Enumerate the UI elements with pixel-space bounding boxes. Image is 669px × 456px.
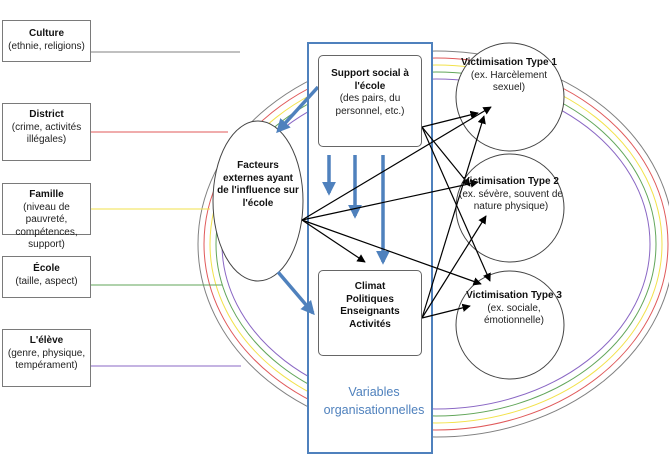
facteurs-text: Facteurs externes ayant de l'influence sur l'école [217,160,299,209]
famille-title: Famille [29,189,64,200]
district-title: District [29,109,64,120]
victimisation-1-label [457,57,561,95]
victimisation-2-detail: (ex. sévère, souvent de nature physique) [459,188,563,212]
culture-box [2,20,91,62]
climat-box [318,270,422,356]
enseignants-item: Enseignants [340,306,400,317]
famille-detail: (niveau de pauvreté, compétences, support) [15,201,78,250]
victimisation-2-label [459,176,563,214]
facteurs-label [216,160,300,210]
victimisation-2-title: Victimisation Type 2 [463,176,559,187]
ecole-detail: (taille, aspect) [15,275,78,287]
culture-detail: (ethnie, religions) [8,40,85,52]
victimisation-1-detail: (ex. Harcèlement sexuel) [470,69,548,93]
climat-item: Climat [354,281,386,292]
victimisation-1-title: Victimisation Type 1 [461,57,557,68]
victimisation-3-label [457,290,571,328]
activites-item: Activités [349,318,391,330]
ecole-box [2,256,91,298]
eleve-detail: (genre, physique, tempérament) [7,347,86,371]
victimisation-3-title: Victimisation Type 3 [466,290,562,301]
variables-text: Variables organisationnelles [323,385,425,417]
culture-title: Culture [29,28,64,39]
variables-organisationnelles-label [308,384,440,419]
eleve-title: L'élève [29,335,64,346]
district-box [2,103,91,161]
famille-box [2,183,91,250]
politiques-item: Politiques [346,293,394,305]
district-detail: (crime, activités illégales) [11,121,82,145]
support-title: Support social à l'école [331,68,409,92]
victimisation-3-detail: (ex. sociale, émotionnelle) [483,302,545,326]
support-social-box [318,55,422,147]
eleve-box [2,329,91,387]
support-detail: (des pairs, du personnel, etc.) [335,93,405,117]
ecole-title: École [33,263,60,274]
